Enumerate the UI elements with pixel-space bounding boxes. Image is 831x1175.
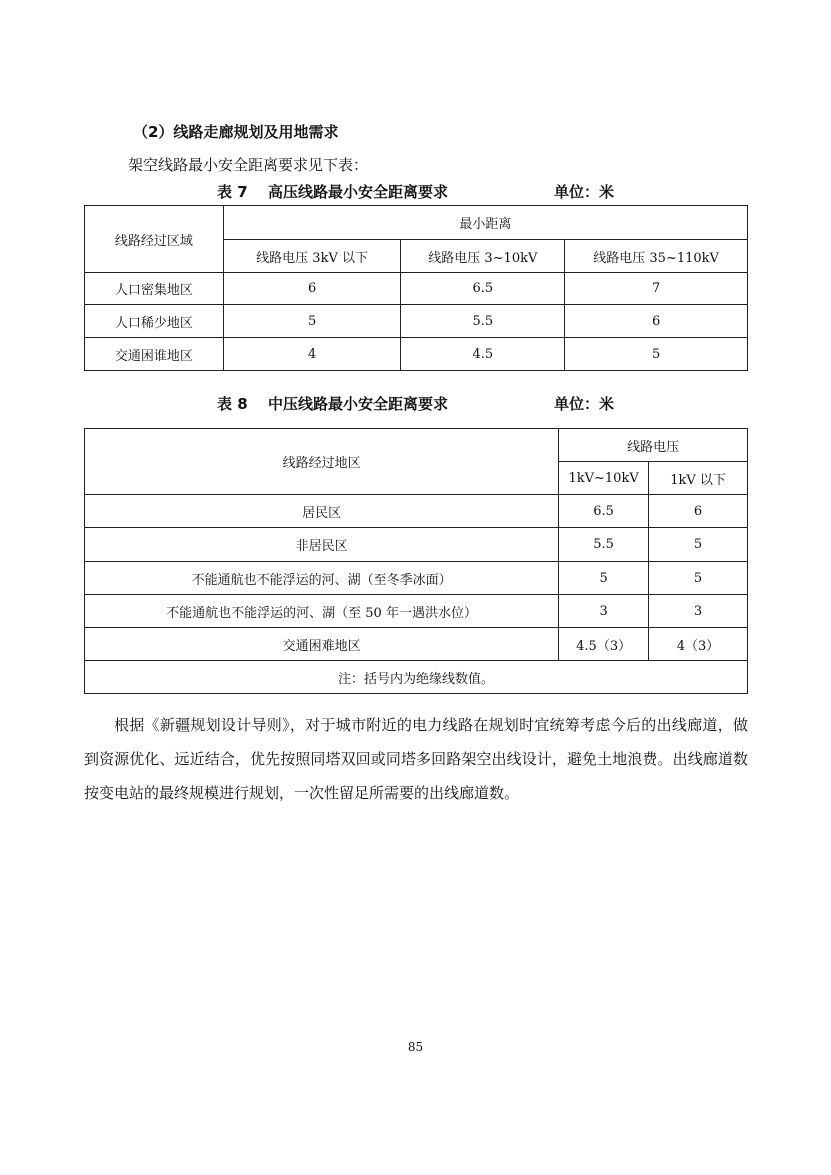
- table7-value-cell: 6: [565, 305, 748, 338]
- table8-area-cell: 居民区: [85, 495, 559, 528]
- table7: [84, 205, 748, 371]
- table7-value-cell: 5.5: [401, 305, 565, 338]
- page-number: 85: [407, 1040, 424, 1054]
- table8-value-cell: 3: [559, 595, 649, 628]
- table8-value-cell: 6: [649, 495, 748, 528]
- section-heading: （2）线路走廊规划及用地需求: [133, 123, 339, 141]
- table8-value-cell: 5.5: [559, 528, 649, 562]
- table8-header-col: 1kV 以下: [649, 462, 748, 495]
- table8-note: 注：括号内为绝缘线数值。: [85, 661, 748, 694]
- table7-header-group: 最小距离: [223, 206, 747, 240]
- table7-value-cell: 7: [565, 273, 748, 305]
- table7-value-cell: 4: [223, 338, 401, 371]
- table7-header-col: 线路电压 35~110kV: [565, 240, 748, 273]
- table-row: [85, 495, 748, 528]
- table7-value-cell: 6: [223, 273, 401, 305]
- table8-value-cell: 4（3）: [649, 628, 748, 661]
- table8-area-cell: 交通困难地区: [85, 628, 559, 661]
- body-paragraph: [84, 708, 748, 810]
- table8: [84, 428, 748, 694]
- table8-header-col: 1kV~10kV: [559, 462, 649, 495]
- table7-unit: 单位：米: [554, 183, 615, 201]
- table7-header-col: 线路电压 3kV 以下: [223, 240, 401, 273]
- table8-unit: 单位：米: [554, 395, 615, 413]
- table-row: [85, 562, 748, 595]
- table7-value-cell: 4.5: [401, 338, 565, 371]
- table8-value-cell: 3: [649, 595, 748, 628]
- table8-value-cell: 4.5（3）: [559, 628, 649, 661]
- table7-number: 表 7: [217, 183, 248, 201]
- table8-value-cell: 5: [559, 562, 649, 595]
- table7-value-cell: 6.5: [401, 273, 565, 305]
- table8-header-group: 线路电压: [559, 429, 748, 462]
- table8-area-cell: 非居民区: [85, 528, 559, 562]
- table-row: [85, 595, 748, 628]
- table7-area-cell: 人口稀少地区: [85, 305, 224, 338]
- table-row: [85, 305, 748, 338]
- paragraph-text: 根据《新疆规划设计导则》，对于城市附近的电力线路在规划时宜统筹考虑今后的出线廊道，做到资源优化、远近结合，优先按照同塔双回或同塔多回路架空出线设计，避免土地浪费。出线廊道数按变电站的最终规模进行规划，一次性留足所需要的出线廊道数。: [84, 716, 748, 802]
- table8-area-cell: 不能通航也不能浮运的河、湖（至冬季冰面）: [85, 562, 559, 595]
- table7-title: 高压线路最小安全距离要求: [268, 183, 449, 201]
- table8-area-cell: 不能通航也不能浮运的河、湖（至 50 年一遇洪水位）: [85, 595, 559, 628]
- table7-area-cell: 交通困谁地区: [85, 338, 224, 371]
- table-row: [85, 273, 748, 305]
- table8-title: 中压线路最小安全距离要求: [268, 395, 449, 413]
- table7-value-cell: 5: [565, 338, 748, 371]
- table8-value-cell: 5: [649, 562, 748, 595]
- intro-text: 架空线路最小安全距离要求见下表：: [128, 156, 369, 174]
- table7-area-cell: 人口密集地区: [85, 273, 224, 305]
- table8-value-cell: 5: [649, 528, 748, 562]
- table8-header-area: 线路经过地区: [85, 429, 559, 495]
- table7-value-cell: 5: [223, 305, 401, 338]
- table7-header-col: 线路电压 3~10kV: [401, 240, 565, 273]
- table8-value-cell: 6.5: [559, 495, 649, 528]
- table-row: [85, 338, 748, 371]
- table-row: [85, 528, 748, 562]
- table-row: [85, 628, 748, 661]
- table7-header-area: 线路经过区域: [85, 206, 224, 273]
- table8-number: 表 8: [217, 395, 248, 413]
